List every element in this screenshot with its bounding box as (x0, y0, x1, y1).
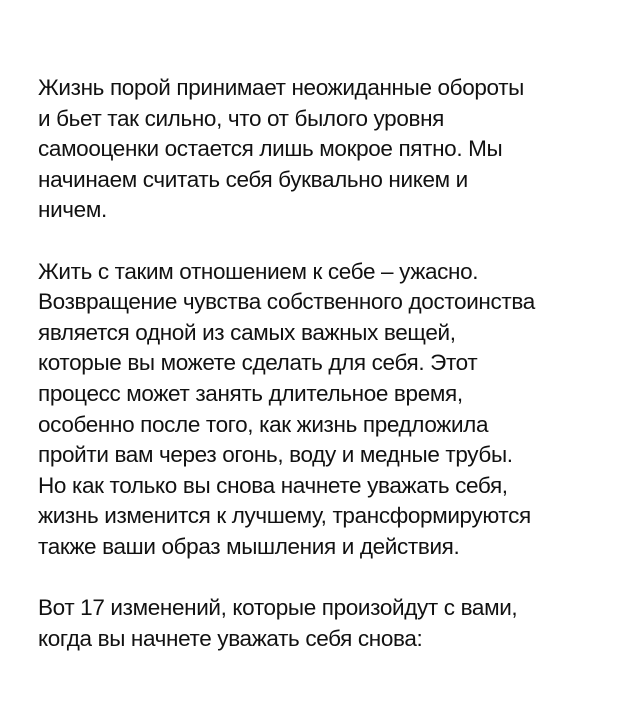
text-line: ничем. (38, 197, 107, 223)
paragraph-intro (38, 73, 618, 226)
text-line: когда вы начнете уважать себя снова: (38, 625, 423, 651)
text-line: Возвращение чувства собственного достоинства (38, 289, 535, 315)
text-line: является одной из самых важных вещей, (38, 319, 456, 345)
text-line: особенно после того, как жизнь предложила (38, 411, 489, 437)
text-line: Вот 17 изменений, которые произойдут с вами, (38, 595, 518, 621)
text-line: начинаем считать себя буквально никем и (38, 166, 468, 192)
article-text (38, 73, 618, 685)
paragraph-outro (38, 593, 618, 654)
text-line: Но как только вы снова начнете уважать себя, (38, 472, 508, 498)
paragraph-body (38, 257, 618, 563)
text-line: жизнь изменится к лучшему, трансформируются (38, 503, 531, 529)
text-line: которые вы можете сделать для себя. Этот (38, 350, 478, 376)
text-line: Жизнь порой принимает неожиданные обороты (38, 75, 524, 100)
text-line: также ваши образ мышления и действия. (38, 533, 460, 559)
text-line: самооценки остается лишь мокрое пятно. Мы (38, 136, 503, 162)
text-line: процесс может занять длительное время, (38, 380, 463, 406)
text-line: и бьет так сильно, что от былого уровня (38, 105, 445, 131)
text-line: пройти вам через огонь, воду и медные трубы. (38, 442, 513, 468)
text-line: Жить с таким отношением к себе – ужасно. (38, 258, 479, 284)
